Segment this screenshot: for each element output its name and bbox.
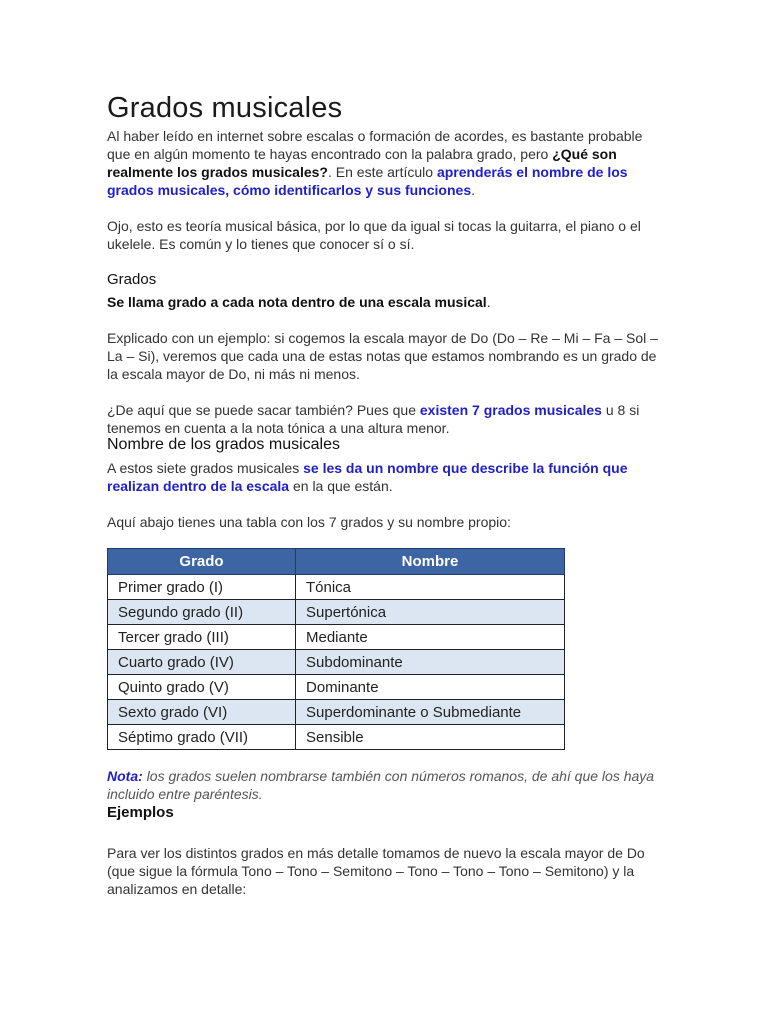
count-end: u 8 si tenemos en cuenta a la nota tónica a una altura menor. — [107, 402, 640, 436]
intro-text: Al haber leído en internet sobre escalas o formación de acordes, es bastante probable que en algún momento te hayas encontrado con la palabra grado, pero — [107, 128, 643, 162]
cell-grado: Cuarto grado (IV) — [108, 650, 296, 675]
table-row — [108, 625, 565, 650]
definition-end: . — [486, 294, 491, 310]
cell-nombre: Tónica — [296, 575, 565, 600]
example-paragraph: Explicado con un ejemplo: si cogemos la escala mayor de Do (Do – Re – Mi – Fa – Sol – La – Si), veremos que cada una de estas notas que estamos nombrando es un grado de la escala mayor de Do, ni más ni menos. — [107, 330, 658, 382]
intro-paragraph — [107, 127, 667, 199]
cell-grado: Segundo grado (II) — [108, 600, 296, 625]
cell-nombre: Dominante — [296, 675, 565, 700]
header-grado: Grado — [108, 549, 296, 575]
section-heading-grados: Grados — [107, 271, 157, 288]
nombre-highlight: se les da un nombre que describe la función que realizan dentro de la escala — [107, 460, 628, 494]
note-paragraph — [107, 767, 667, 803]
grados-table — [107, 548, 565, 750]
count-highlight: existen 7 grados musicales — [419, 402, 602, 418]
table-row — [108, 650, 565, 675]
cell-nombre: Superdominante o Submediante — [296, 700, 565, 725]
count-start: ¿De aquí que se puede sacar también? Pues que — [107, 402, 420, 418]
count-paragraph — [107, 401, 667, 437]
note-label: Nota: — [107, 768, 143, 784]
header-nombre: Nombre — [296, 549, 565, 575]
table-row — [108, 700, 565, 725]
grado-definition — [107, 293, 667, 311]
note-text: los grados suelen nombrarse también con números romanos, de ahí que los haya incluido entre paréntesis. — [107, 768, 655, 802]
nombre-start: A estos siete grados musicales — [107, 460, 304, 476]
page-title: Grados musicales — [107, 92, 343, 124]
cell-nombre: Subdominante — [296, 650, 565, 675]
section-heading-ejemplos: Ejemplos — [107, 804, 174, 821]
intro-mid: . En este artículo — [327, 164, 437, 180]
cell-nombre: Supertónica — [296, 600, 565, 625]
intro-question: ¿Qué son realmente los grados musicales? — [107, 146, 617, 180]
cell-nombre: Sensible — [296, 725, 565, 750]
table-intro: Aquí abajo tienes una tabla con los 7 grados y su nombre propio: — [107, 514, 511, 530]
cell-grado: Primer grado (I) — [108, 575, 296, 600]
table-row — [108, 725, 565, 750]
intro-paragraph-2: Ojo, esto es teoría musical básica, por lo que da igual si tocas la guitarra, el piano o el ukelele. Es común y lo tienes que conocer sí o sí. — [107, 218, 641, 252]
nombre-paragraph — [107, 459, 667, 495]
table-header-row — [108, 549, 565, 575]
nombre-end: en la que están. — [289, 478, 393, 494]
cell-nombre: Mediante — [296, 625, 565, 650]
intro-end: . — [471, 182, 475, 198]
cell-grado: Sexto grado (VI) — [108, 700, 296, 725]
cell-grado: Tercer grado (III) — [108, 625, 296, 650]
table-row — [108, 600, 565, 625]
ejemplos-paragraph: Para ver los distintos grados en más detalle tomamos de nuevo la escala mayor de Do (que sigue la fórmula Tono – Tono – Semitono – Tono – Tono – Tono – Semitono) y la analizamos en detalle: — [107, 845, 645, 897]
cell-grado: Quinto grado (V) — [108, 675, 296, 700]
intro-highlight: aprenderás el nombre de los grados musicales, cómo identificarlos y sus funciones — [107, 164, 628, 198]
cell-grado: Séptimo grado (VII) — [108, 725, 296, 750]
table-row — [108, 575, 565, 600]
section-heading-nombre: Nombre de los grados musicales — [107, 436, 340, 453]
table-row — [108, 675, 565, 700]
definition-text: Se llama grado a cada nota dentro de una escala musical — [107, 294, 487, 310]
